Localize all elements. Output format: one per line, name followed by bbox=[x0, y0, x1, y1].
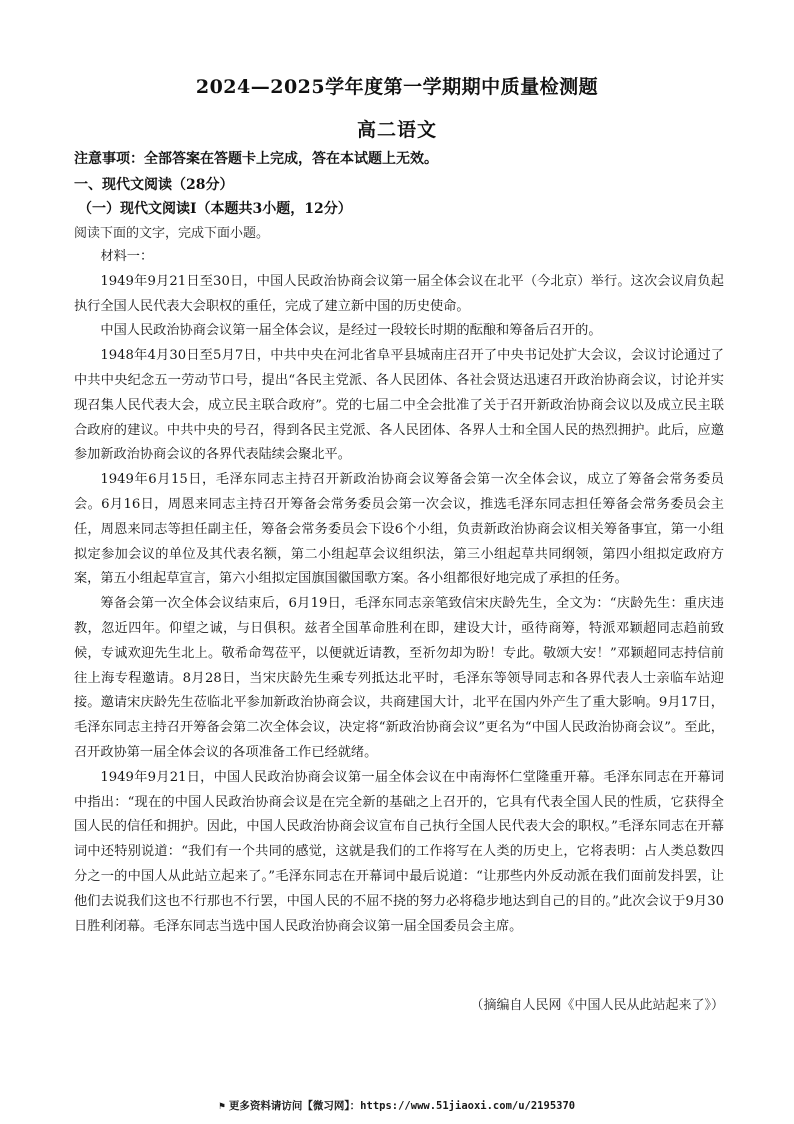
source-citation: （摘编自人民网《中国人民从此站起来了》） bbox=[470, 998, 724, 1013]
footer bbox=[0, 1098, 794, 1113]
material-paragraph: 1949年6月15日，毛泽东同志主持召开新政治协商会议筹备会第一次全体会议，成立了筹备会常务委员会。6月16日，周恩来同志主持召开筹备会常务委员会第一次会议，推选毛泽东同志担任筹备会常务委员会主任，周恩来同志等担任副主任，筹备会常务委员会下设6个小组，负责新政治协商会议相关筹备事宜，第一小组拟定参加会议的单位及其代表名额，第二小组起草会议组织法，第三小组起草共同纲领，第四小组拟定政府方案，第五小组起草宣言，第六小组拟定国旗国徽国歌方案。各小组都很好地完成了承担的任务。 bbox=[74, 472, 724, 587]
page-title: 2024—2025学年度第一学期期中质量检测题 bbox=[195, 76, 599, 98]
instruction-text: 阅读下面的文字，完成下面小题。 bbox=[74, 226, 270, 241]
footer-link[interactable]: 更多资料请访问【微习网】：https://www.51jiaoxi.com/u/2195370 bbox=[228, 1100, 576, 1112]
material-paragraph: 1948年4月30日至5月7日，中共中央在河北省阜平县城南庄召开了中央书记处扩大会议，会议讨论通过了中共中央纪念五一劳动节口号，提出“各民主党派、各人民团体、各社会贤达迅速召开政治协商会议，讨论并实现召集人民代表大会，成立民主联合政府”。党的七届二中全会批准了关于召开新政治协商会议以及成立民主联合政府的建议。中共中央的号召，得到各民主党派、各人民团体、各界人士和全国人民的热烈拥护。此后，应邀参加新政治协商会议的各界代表陆续会聚北平。 bbox=[74, 348, 724, 463]
material-paragraph: 1949年9月21日至30日，中国人民政治协商会议第一届全体会议在北平（今北京）举行。这次会议肩负起执行全国人民代表大会职权的重任，完成了建立新中国的历史使命。 bbox=[74, 273, 724, 314]
subject-title: 高二语文 bbox=[356, 119, 437, 141]
flag-icon: ⚑ bbox=[218, 1101, 225, 1112]
section-heading: 一、现代文阅读（28分） bbox=[74, 177, 234, 193]
material-paragraph: 筹备会第一次全体会议结束后，6月19日，毛泽东同志亲笔致信宋庆龄先生，全文为：“庆龄先生：重庆违教，忽近四年。仰望之诚，与日俱积。兹者全国革命胜利在即，建设大计，亟待商筹，特派邓颖超同志趋前致候，专诚欢迎先生北上。敬希命驾莅平，以便就近请教，至祈勿却为盼！专此。敬颂大安！”邓颖超同志持信前往上海专程邀请。8月28日，当宋庆龄先生乘专列抵达北平时，毛泽东等领导同志和各界代表人士亲临车站迎接。邀请宋庆龄先生莅临北平参加新政治协商会议，共商建国大计，北平在国内外产生了重大影响。9月17日，毛泽东同志主持召开筹备会第二次全体会议，决定将“新政治协商会议”更名为“中国人民政治协商会议”。至此，召开政协第一届全体会议的各项准备工作已经就绪。 bbox=[74, 596, 724, 760]
material-label: 材料一： bbox=[100, 249, 154, 264]
section-subheading: （一）现代文阅读Ⅰ（本题共3小题，12分） bbox=[78, 201, 352, 217]
reading-material bbox=[74, 245, 724, 939]
material-paragraph: 1949年9月21日，中国人民政治协商会议第一届全体会议在中南海怀仁堂隆重开幕。毛泽东同志在开幕词中指出：“现在的中国人民政治协商会议是在完全新的基础之上召开的，它具有代表全国人民的性质，它获得全国人民的信任和拥护。因此，中国人民政治协商会议宣布自己执行全国人民代表大会的职权。”毛泽东同志在开幕词中还特别说道：“我们有一个共同的感觉，这就是我们的工作将写在人类的历史上，它将表明：占人类总数四分之一的中国人从此站立起来了。”毛泽东同志在开幕词中最后说道：“让那些内外反动派在我们面前发抖罢，让他们去说我们这也不行那也不行罢，中国人民的不屈不挠的努力必将稳步地达到自己的目的。”此次会议于9月30日胜利闭幕。毛泽东同志当选中国人民政治协商会议第一届全国委员会主席。 bbox=[74, 769, 724, 934]
notice-text: 注意事项：全部答案在答题卡上完成，答在本试题上无效。 bbox=[74, 151, 438, 167]
material-paragraph: 中国人民政治协商会议第一届全体会议，是经过一段较长时期的酝酿和筹备后召开的。 bbox=[100, 323, 602, 339]
